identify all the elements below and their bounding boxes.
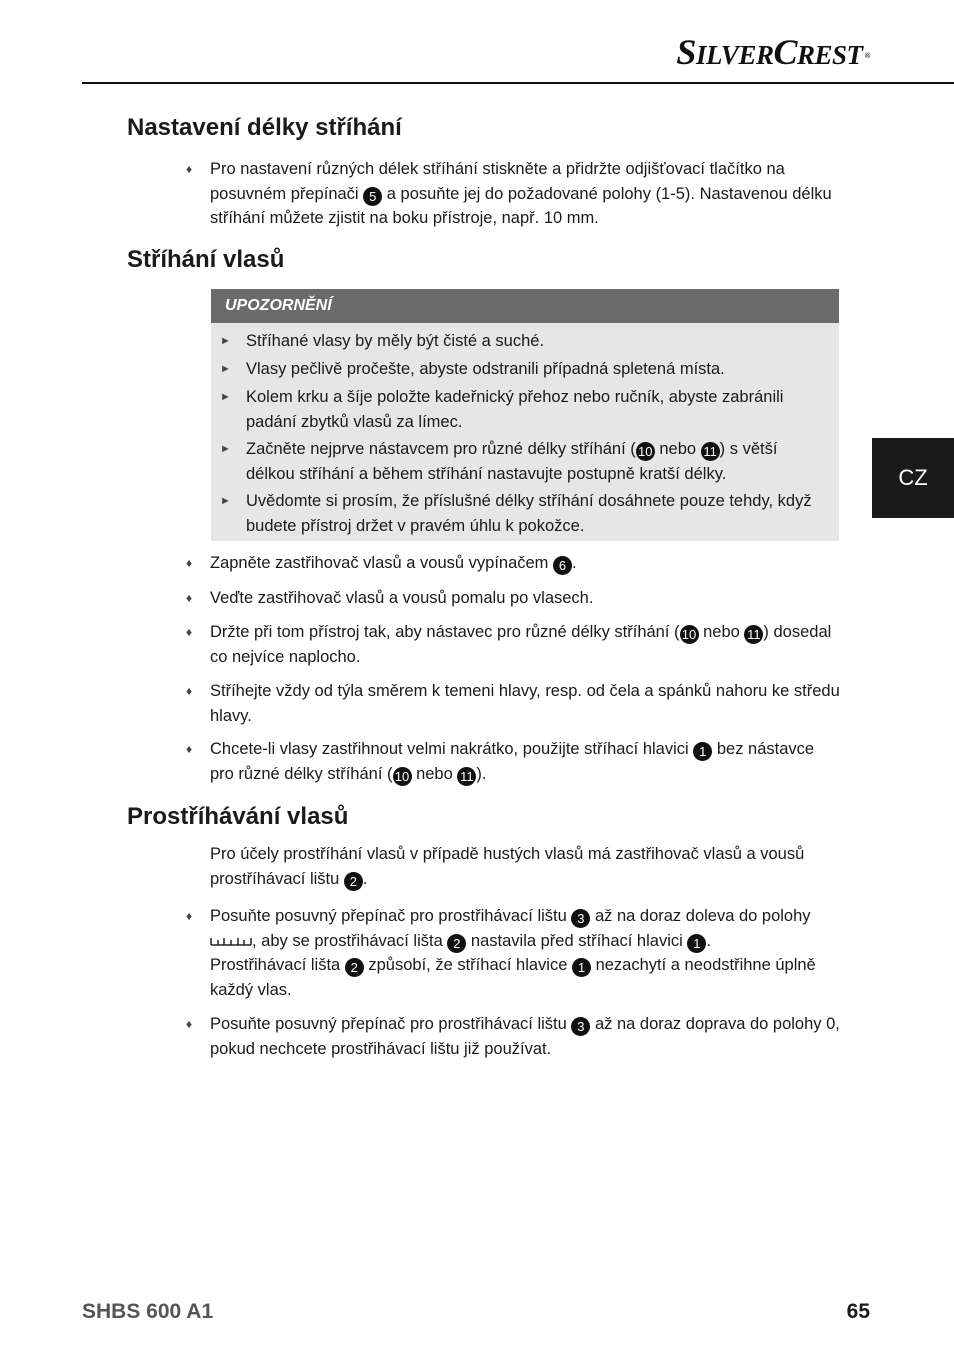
notice-item: ► Začněte nejprve nástavcem pro různé délky stříhání ( 10 nebo 11 ) s větší délkou stříhání a během stříhání nastavujte postupně kratší délky. <box>246 437 826 487</box>
notice-item: ► Stříhané vlasy by měly být čisté a suché. <box>246 329 826 354</box>
notice-item: ► Kolem krku a šíje položte kadeřnický přehoz nebo ručník, abyste zabránili padání zbytků vlasů za límec. <box>246 385 826 435</box>
part-number-badge: 1 <box>572 958 591 977</box>
part-number-badge: 10 <box>636 442 655 461</box>
intro-paragraph: Pro účely prostříhání vlasů v případě hustých vlasů má zastřihovač vlasů a vousů prostříhávací lištu 2 . <box>210 845 805 889</box>
part-number-badge: 2 <box>447 934 466 953</box>
part-number-badge: 2 <box>345 958 364 977</box>
part-number-badge: 10 <box>393 767 412 786</box>
list-item: ♦ Zapněte zastřihovač vlasů a vousů vypínačem 6 . <box>210 551 840 576</box>
notice-title: UPOZORNĚNÍ <box>211 289 839 323</box>
header-rule <box>82 82 954 84</box>
section-title-hair-cutting: Stříhání vlasů <box>127 246 285 273</box>
part-number-badge: 2 <box>344 872 363 891</box>
list-item: ♦ Veďte zastřihovač vlasů a vousů pomalu po vlasech. <box>210 586 840 611</box>
section-title-length-setting: Nastavení délky stříhání <box>127 114 402 141</box>
part-number-badge: 10 <box>680 625 699 644</box>
part-number-badge: 3 <box>571 909 590 928</box>
language-tab <box>872 438 954 518</box>
part-number-badge: 11 <box>701 442 720 461</box>
language-tab-label: CZ <box>898 465 928 490</box>
footer-model-number: SHBS 600 A1 <box>82 1300 214 1323</box>
part-number-badge: 11 <box>744 625 763 644</box>
part-number-badge: 1 <box>687 934 706 953</box>
footer-page-number: 65 <box>846 1300 870 1323</box>
part-number-badge: 1 <box>693 742 712 761</box>
list-item: ♦ Posuňte posuvný přepínač pro prostřihávací lištu 3 až na doraz doleva do polohy , aby se prostřihávací lišta 2 nastavila před stříhací hlavici 1 . Prostřihávací lišta 2 způsobí, že stříhací hlavice 1 nezachytí a neodstřihne úplně každý vlas. <box>210 904 840 1002</box>
part-number-badge: 5 <box>363 187 382 206</box>
list-item: ♦ Stříhejte vždy od týla směrem k temeni hlavy, resp. od čela a spánků nahoru ke středu hlavy. <box>210 679 840 728</box>
list-item: ♦ Chcete-li vlasy zastřihnout velmi nakrátko, použijte stříhací hlavici 1 bez nástavce pro různé délky stříhání ( 10 nebo 11 ). <box>210 737 840 786</box>
section-title-thinning: Prostříhávání vlasů <box>127 803 349 830</box>
list-item: ♦ Pro nastavení různých délek stříhání stiskněte a přidržte odjišťovací tlačítko na posuvném přepínači 5 a posuňte jej do požadované polohy (1-5). Nastavenou délku stříhání můžete zjistit na boku přístroje, např. 10 mm. <box>210 157 840 231</box>
part-number-badge: 11 <box>457 767 476 786</box>
list-item: ♦ Držte při tom přístroj tak, aby nástavec pro různé délky stříhání ( 10 nebo 11 ) dosedal co nejvíce naplocho. <box>210 620 840 669</box>
comb-symbol-icon <box>210 936 252 946</box>
notice-box <box>211 289 839 541</box>
list-item: ♦ Posuňte posuvný přepínač pro prostřihávací lištu 3 až na doraz doprava do polohy 0, pokud nechcete prostřihávací lištu již používat. <box>210 1012 840 1061</box>
notice-item: ► Vlasy pečlivě pročešte, abyste odstranili případná spletená místa. <box>246 357 826 382</box>
notice-item: ► Uvědomte si prosím, že příslušné délky stříhání dosáhnete pouze tehdy, když budete přístroj držet v pravém úhlu k pokožce. <box>246 489 826 539</box>
part-number-badge: 3 <box>571 1017 590 1036</box>
brand-logo: SILVERCREST ® <box>676 32 870 72</box>
part-number-badge: 6 <box>553 556 572 575</box>
